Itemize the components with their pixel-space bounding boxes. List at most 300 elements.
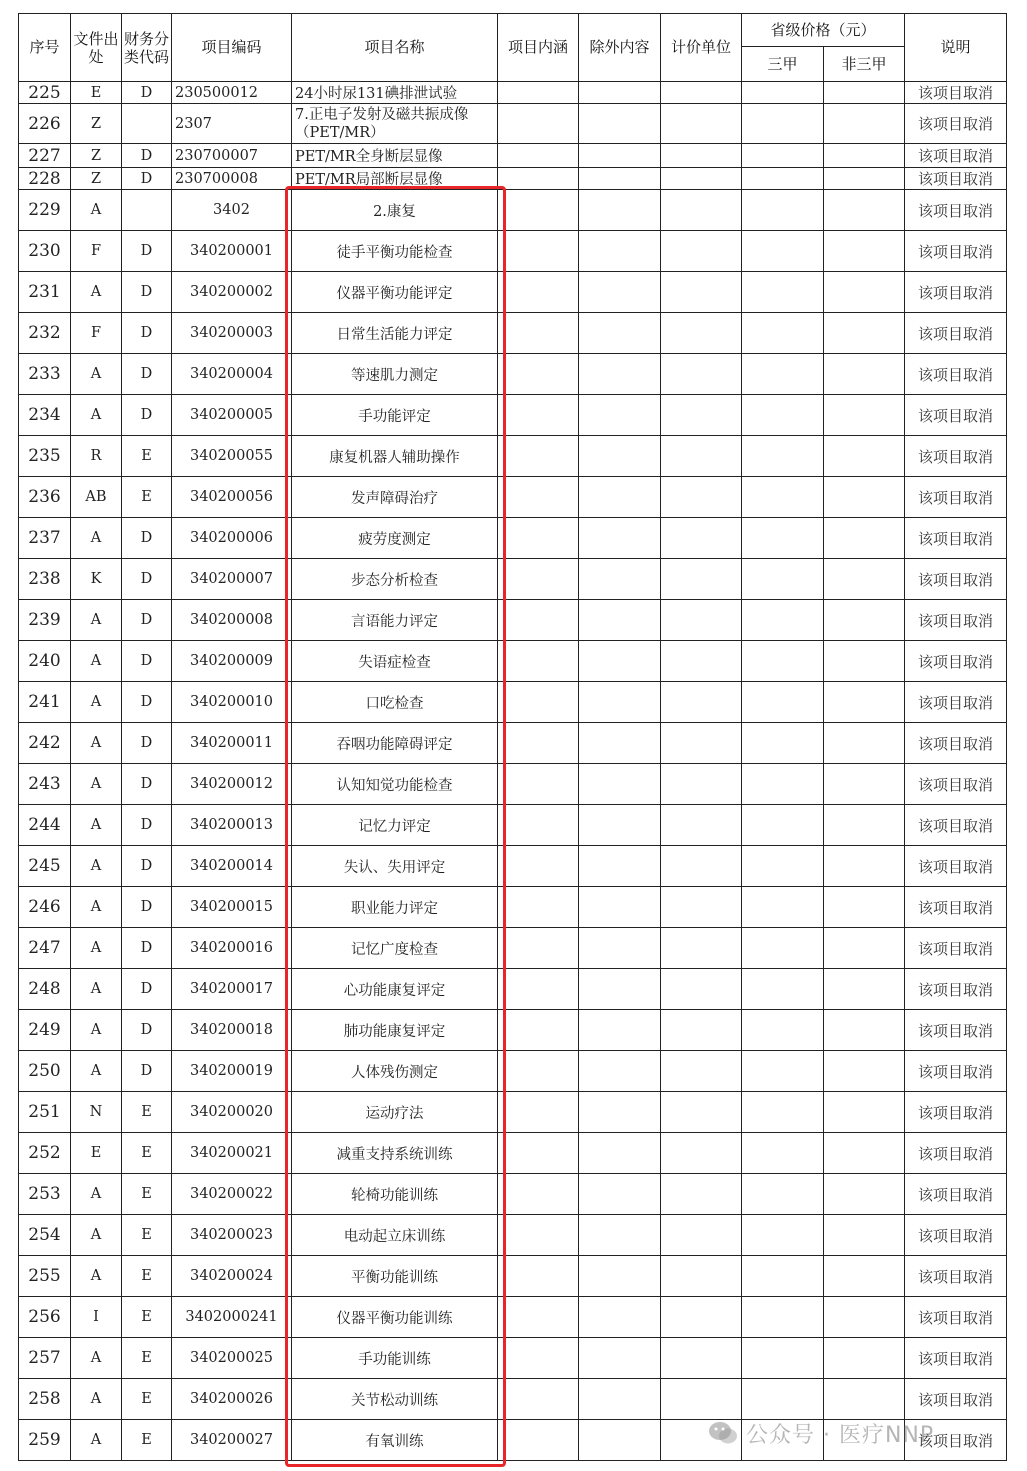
row-item-name: 口吃检查 [292,682,498,723]
row-price-tertiary-a [742,168,824,190]
row-price-tertiary-a [742,1420,824,1461]
row-item-name: 电动起立床训练 [292,1215,498,1256]
row-excluded [579,1092,661,1133]
row-unit [661,272,742,313]
header-price-tertiary-a: 三甲 [742,47,824,82]
row-seq: 235 [19,436,71,477]
row-finance-code: E [122,1133,172,1174]
row-item-code: 340200007 [172,559,292,600]
row-price-non-tertiary-a [824,1215,905,1256]
table-row [19,969,1007,1010]
row-finance-code: D [122,82,172,104]
row-excluded [579,190,661,231]
row-source: R [71,436,122,477]
row-item-content [498,559,579,600]
row-item-name: 言语能力评定 [292,600,498,641]
row-item-name: 记忆广度检查 [292,928,498,969]
row-seq: 242 [19,723,71,764]
row-item-name: 人体残伤测定 [292,1051,498,1092]
row-excluded [579,436,661,477]
row-price-non-tertiary-a [824,1174,905,1215]
row-finance-code: E [122,1092,172,1133]
row-note: 该项目取消 [905,1297,1007,1338]
row-excluded [579,104,661,144]
row-finance-code: D [122,168,172,190]
row-price-tertiary-a [742,887,824,928]
row-item-code: 230700008 [172,168,292,190]
row-price-non-tertiary-a [824,231,905,272]
row-item-content [498,682,579,723]
row-seq: 254 [19,1215,71,1256]
row-unit [661,887,742,928]
row-item-code: 230500012 [172,82,292,104]
table-row [19,1215,1007,1256]
row-seq: 249 [19,1010,71,1051]
row-source: K [71,559,122,600]
row-item-code: 2307 [172,104,292,144]
row-item-content [498,518,579,559]
row-source: AB [71,477,122,518]
row-excluded [579,82,661,104]
row-item-name: 手功能评定 [292,395,498,436]
row-unit [661,104,742,144]
row-seq: 238 [19,559,71,600]
row-source: A [71,641,122,682]
row-unit [661,559,742,600]
row-finance-code: E [122,1174,172,1215]
row-note: 该项目取消 [905,518,1007,559]
row-item-content [498,1420,579,1461]
row-finance-code: E [122,477,172,518]
row-item-name: 轮椅功能训练 [292,1174,498,1215]
row-item-content [498,1379,579,1420]
row-price-tertiary-a [742,231,824,272]
row-unit [661,144,742,168]
row-price-tertiary-a [742,559,824,600]
row-price-non-tertiary-a [824,723,905,764]
row-price-tertiary-a [742,969,824,1010]
row-note: 该项目取消 [905,887,1007,928]
row-price-non-tertiary-a [824,764,905,805]
table-row [19,846,1007,887]
row-item-name: 职业能力评定 [292,887,498,928]
row-item-code: 340200006 [172,518,292,559]
row-note: 该项目取消 [905,805,1007,846]
row-finance-code: D [122,600,172,641]
table-row [19,1133,1007,1174]
row-item-content [498,1092,579,1133]
row-finance-code: D [122,231,172,272]
row-source: A [71,969,122,1010]
row-seq: 257 [19,1338,71,1379]
row-finance-code: E [122,1379,172,1420]
row-seq: 240 [19,641,71,682]
row-price-tertiary-a [742,395,824,436]
row-unit [661,764,742,805]
row-unit [661,969,742,1010]
row-item-code: 340200023 [172,1215,292,1256]
row-unit [661,518,742,559]
table-row [19,682,1007,723]
table-row [19,1297,1007,1338]
row-item-content [498,354,579,395]
row-item-name: 24小时尿131碘排泄试验 [292,82,498,104]
row-price-non-tertiary-a [824,104,905,144]
row-seq: 247 [19,928,71,969]
table-row [19,144,1007,168]
table-row [19,887,1007,928]
table-row [19,272,1007,313]
row-unit [661,1420,742,1461]
row-price-tertiary-a [742,1092,824,1133]
row-item-content [498,231,579,272]
row-excluded [579,764,661,805]
row-seq: 256 [19,1297,71,1338]
table-row [19,559,1007,600]
header-note: 说明 [905,14,1007,82]
row-source: A [71,682,122,723]
row-seq: 229 [19,190,71,231]
row-price-non-tertiary-a [824,313,905,354]
row-excluded [579,969,661,1010]
row-price-non-tertiary-a [824,846,905,887]
row-price-non-tertiary-a [824,518,905,559]
row-seq: 246 [19,887,71,928]
row-seq: 250 [19,1051,71,1092]
row-item-content [498,805,579,846]
row-price-tertiary-a [742,313,824,354]
row-note: 该项目取消 [905,436,1007,477]
row-source: E [71,1133,122,1174]
row-excluded [579,805,661,846]
row-finance-code: E [122,1215,172,1256]
row-price-tertiary-a [742,805,824,846]
row-price-non-tertiary-a [824,82,905,104]
row-seq: 225 [19,82,71,104]
row-note: 该项目取消 [905,1051,1007,1092]
table-row [19,395,1007,436]
row-price-non-tertiary-a [824,144,905,168]
row-item-code: 340200014 [172,846,292,887]
row-item-name: 发声障碍治疗 [292,477,498,518]
row-item-content [498,1174,579,1215]
row-item-content [498,1338,579,1379]
table-row [19,168,1007,190]
row-price-tertiary-a [742,928,824,969]
row-item-name: 仪器平衡功能评定 [292,272,498,313]
row-unit [661,641,742,682]
row-item-content [498,190,579,231]
row-finance-code: D [122,395,172,436]
row-price-tertiary-a [742,1256,824,1297]
row-item-code: 340200015 [172,887,292,928]
row-excluded [579,1338,661,1379]
row-price-non-tertiary-a [824,1420,905,1461]
row-source: A [71,928,122,969]
row-price-non-tertiary-a [824,969,905,1010]
row-source: A [71,518,122,559]
row-seq: 236 [19,477,71,518]
row-excluded [579,1420,661,1461]
row-price-tertiary-a [742,1297,824,1338]
row-item-content [498,887,579,928]
row-finance-code: D [122,764,172,805]
row-unit [661,395,742,436]
row-note: 该项目取消 [905,477,1007,518]
row-source: F [71,231,122,272]
row-excluded [579,313,661,354]
row-unit [661,1051,742,1092]
row-price-tertiary-a [742,190,824,231]
row-note: 该项目取消 [905,1379,1007,1420]
header-seq: 序号 [19,14,71,82]
row-finance-code: D [122,559,172,600]
row-note: 该项目取消 [905,190,1007,231]
row-source: A [71,1010,122,1051]
row-price-non-tertiary-a [824,354,905,395]
row-item-code: 340200024 [172,1256,292,1297]
row-price-non-tertiary-a [824,1379,905,1420]
row-source: A [71,600,122,641]
row-note: 该项目取消 [905,641,1007,682]
row-item-name: 认知知觉功能检查 [292,764,498,805]
row-note: 该项目取消 [905,104,1007,144]
row-price-non-tertiary-a [824,190,905,231]
row-price-tertiary-a [742,518,824,559]
row-item-name: 平衡功能训练 [292,1256,498,1297]
row-finance-code: D [122,928,172,969]
row-price-tertiary-a [742,682,824,723]
row-finance-code: D [122,354,172,395]
row-excluded [579,144,661,168]
row-seq: 248 [19,969,71,1010]
row-excluded [579,1010,661,1051]
row-source: A [71,1215,122,1256]
row-item-content [498,1010,579,1051]
row-item-name: 日常生活能力评定 [292,313,498,354]
row-seq: 237 [19,518,71,559]
table-row [19,436,1007,477]
header-item-code: 项目编码 [172,14,292,82]
row-note: 该项目取消 [905,723,1007,764]
row-unit [661,354,742,395]
row-source: N [71,1092,122,1133]
row-finance-code: D [122,969,172,1010]
row-unit [661,168,742,190]
row-item-code: 340200002 [172,272,292,313]
row-price-non-tertiary-a [824,1051,905,1092]
row-price-non-tertiary-a [824,436,905,477]
row-note: 该项目取消 [905,1338,1007,1379]
header-price-non-tertiary-a: 非三甲 [824,47,905,82]
header-row [19,14,1007,47]
row-note: 该项目取消 [905,928,1007,969]
row-unit [661,1338,742,1379]
row-source: A [71,1256,122,1297]
table-row [19,82,1007,104]
row-item-name: 吞咽功能障碍评定 [292,723,498,764]
row-price-tertiary-a [742,104,824,144]
row-excluded [579,559,661,600]
row-item-code: 340200013 [172,805,292,846]
table-row [19,764,1007,805]
row-note: 该项目取消 [905,231,1007,272]
row-excluded [579,168,661,190]
row-seq: 258 [19,1379,71,1420]
row-item-content [498,846,579,887]
row-item-content [498,313,579,354]
table-row [19,1051,1007,1092]
row-item-code: 340200011 [172,723,292,764]
row-price-tertiary-a [742,1174,824,1215]
row-unit [661,846,742,887]
row-note: 该项目取消 [905,354,1007,395]
row-note: 该项目取消 [905,1133,1007,1174]
row-unit [661,1010,742,1051]
row-source: I [71,1297,122,1338]
row-price-tertiary-a [742,846,824,887]
row-seq: 226 [19,104,71,144]
row-seq: 227 [19,144,71,168]
row-item-content [498,1215,579,1256]
table-row [19,600,1007,641]
row-excluded [579,723,661,764]
row-seq: 233 [19,354,71,395]
table-row [19,723,1007,764]
row-note: 该项目取消 [905,313,1007,354]
row-item-content [498,1051,579,1092]
row-item-name: 减重支持系统训练 [292,1133,498,1174]
row-seq: 231 [19,272,71,313]
row-item-code: 340200027 [172,1420,292,1461]
row-price-non-tertiary-a [824,1092,905,1133]
row-source: A [71,395,122,436]
row-item-content [498,272,579,313]
row-item-code: 340200018 [172,1010,292,1051]
row-item-content [498,168,579,190]
row-item-code: 3402 [172,190,292,231]
row-seq: 253 [19,1174,71,1215]
row-price-non-tertiary-a [824,887,905,928]
price-table [18,13,1007,1461]
row-seq: 244 [19,805,71,846]
row-item-code: 3402000241 [172,1297,292,1338]
row-excluded [579,1256,661,1297]
table-row [19,518,1007,559]
row-item-name: 仪器平衡功能训练 [292,1297,498,1338]
row-item-code: 340200010 [172,682,292,723]
row-item-code: 340200017 [172,969,292,1010]
row-price-tertiary-a [742,1215,824,1256]
table-row [19,1420,1007,1461]
row-item-name: 肺功能康复评定 [292,1010,498,1051]
row-seq: 228 [19,168,71,190]
row-source: Z [71,104,122,144]
row-finance-code: E [122,1297,172,1338]
row-finance-code: D [122,805,172,846]
row-finance-code: E [122,1256,172,1297]
row-source: A [71,805,122,846]
row-unit [661,190,742,231]
row-price-tertiary-a [742,354,824,395]
row-price-non-tertiary-a [824,1297,905,1338]
row-price-non-tertiary-a [824,1010,905,1051]
row-excluded [579,600,661,641]
row-unit [661,1215,742,1256]
row-finance-code: D [122,1051,172,1092]
header-finance-code: 财务分类代码 [122,14,172,82]
row-seq: 234 [19,395,71,436]
row-seq: 241 [19,682,71,723]
row-unit [661,928,742,969]
header-excluded: 除外内容 [579,14,661,82]
row-excluded [579,1174,661,1215]
row-note: 该项目取消 [905,1215,1007,1256]
row-item-code: 340200020 [172,1092,292,1133]
row-excluded [579,887,661,928]
row-source: F [71,313,122,354]
row-source: A [71,354,122,395]
row-item-content [498,1133,579,1174]
row-finance-code: D [122,272,172,313]
row-item-code: 340200022 [172,1174,292,1215]
row-source: Z [71,168,122,190]
row-price-non-tertiary-a [824,682,905,723]
table-row [19,1174,1007,1215]
row-finance-code [122,104,172,144]
row-excluded [579,641,661,682]
row-price-non-tertiary-a [824,272,905,313]
row-note: 该项目取消 [905,395,1007,436]
row-unit [661,82,742,104]
row-item-code: 340200012 [172,764,292,805]
header-item-name: 项目名称 [292,14,498,82]
header-unit: 计价单位 [661,14,742,82]
row-source: A [71,1338,122,1379]
row-unit [661,805,742,846]
row-source: A [71,272,122,313]
row-price-non-tertiary-a [824,168,905,190]
row-note: 该项目取消 [905,1010,1007,1051]
row-seq: 239 [19,600,71,641]
row-excluded [579,354,661,395]
table-row [19,1010,1007,1051]
row-seq: 252 [19,1133,71,1174]
row-note: 该项目取消 [905,1256,1007,1297]
row-seq: 255 [19,1256,71,1297]
row-unit [661,1174,742,1215]
row-unit [661,1297,742,1338]
row-unit [661,600,742,641]
row-excluded [579,231,661,272]
row-finance-code: E [122,1420,172,1461]
table-row [19,313,1007,354]
row-finance-code: D [122,887,172,928]
row-item-name: PET/MR局部断层显像 [292,168,498,190]
row-item-code: 340200003 [172,313,292,354]
row-note: 该项目取消 [905,1174,1007,1215]
row-excluded [579,682,661,723]
table-row [19,1092,1007,1133]
row-finance-code: D [122,313,172,354]
row-note: 该项目取消 [905,144,1007,168]
row-note: 该项目取消 [905,969,1007,1010]
header-price-group: 省级价格（元） [742,14,905,47]
row-unit [661,682,742,723]
watermark-text: 公众号 · 医疗NNP [746,1422,935,1448]
row-price-non-tertiary-a [824,559,905,600]
row-item-code: 340200025 [172,1338,292,1379]
